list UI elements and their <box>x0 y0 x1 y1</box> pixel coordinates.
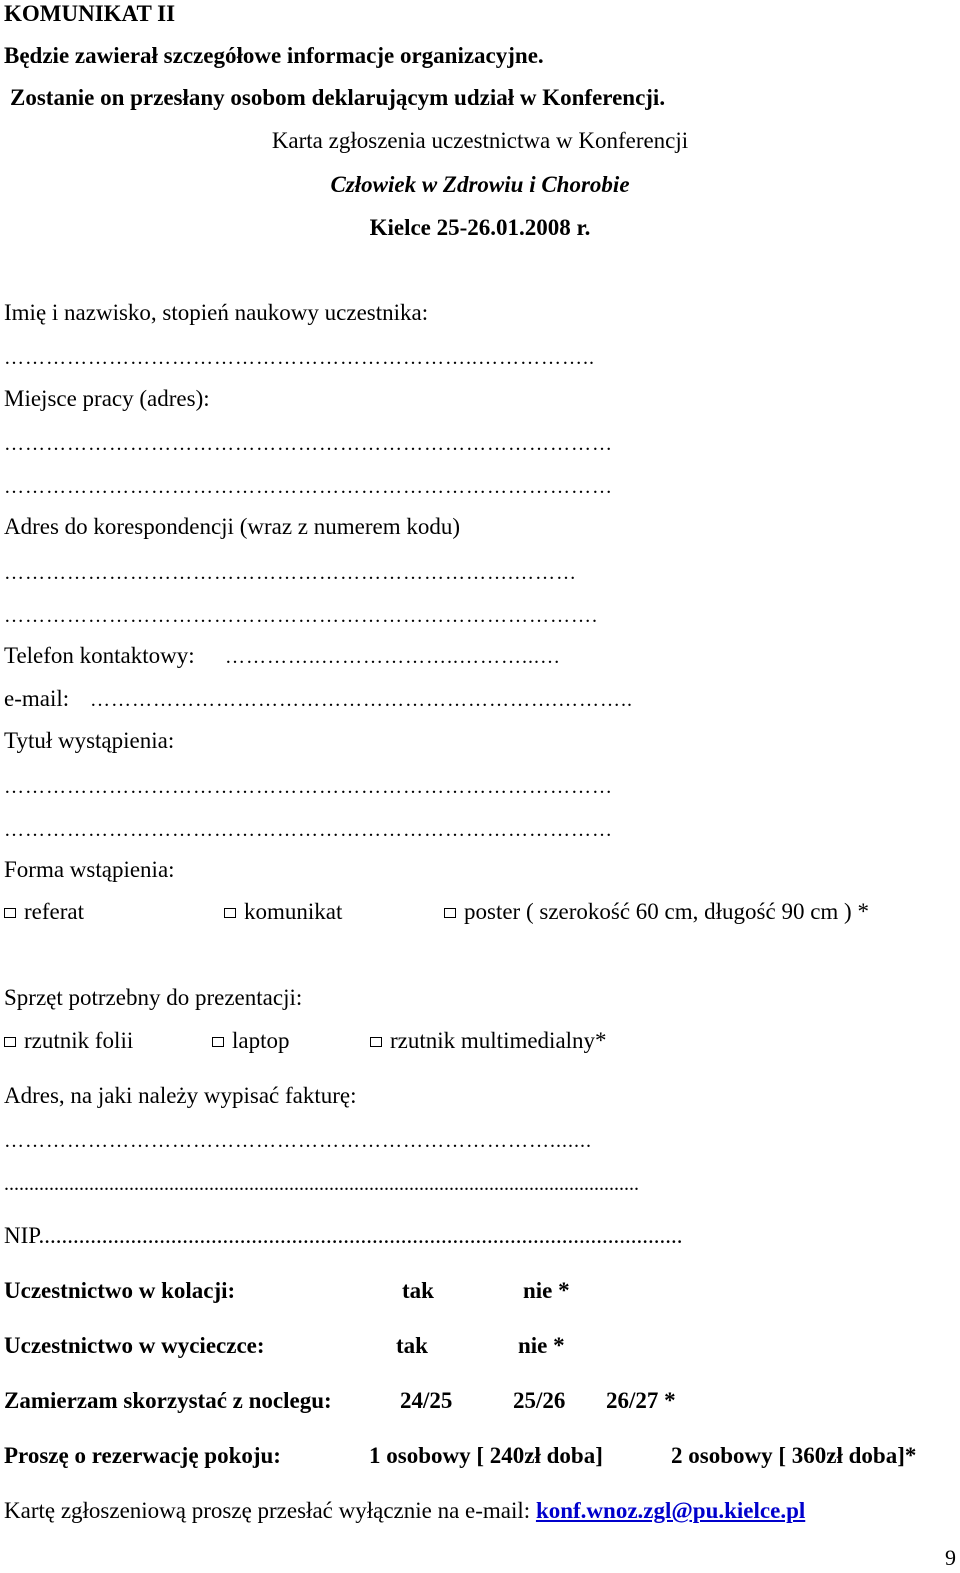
checkbox-icon <box>4 908 16 918</box>
checkbox-icon <box>4 1037 16 1047</box>
form-label: Forma wstąpienia: <box>4 857 175 882</box>
correspondence-label: Adres do korespondencji (wraz z numerem kodu) <box>4 514 461 539</box>
name-label: Imię i nazwisko, stopień naukowy uczestnika: <box>4 300 429 325</box>
trip-no[interactable]: nie * <box>518 1333 565 1358</box>
lodging-option-1[interactable]: 24/25 <box>400 1388 453 1413</box>
place-date: Kielce 25-26.01.2008 r. <box>369 215 591 240</box>
invoice-label: Adres, na jaki należy wypisać fakturę: <box>4 1083 357 1108</box>
room-option-single[interactable]: 1 osobowy [ 240zł doba] <box>369 1443 603 1468</box>
checkbox-icon <box>444 908 456 918</box>
form-option-referat[interactable]: referat <box>4 898 84 926</box>
form-option-komunikat[interactable]: komunikat <box>224 898 342 926</box>
email-field[interactable]: ………………………………………………………….……….. <box>90 689 633 711</box>
work-field-1[interactable]: …………………………………………………………………………… <box>4 433 613 455</box>
lodging-option-3[interactable]: 26/27 * <box>606 1388 676 1413</box>
contact-email-link[interactable]: konf.wnoz.zgl@pu.kielce.pl <box>535 1498 806 1523</box>
talk-title-field-2[interactable]: …………………………………………………………………………… <box>4 819 613 841</box>
equipment-option-projector-foil[interactable]: rzutnik folii <box>4 1027 133 1055</box>
lodging-label: Zamierzam skorzystać z noclegu: <box>4 1388 332 1413</box>
trip-label: Uczestnictwo w wycieczce: <box>4 1333 265 1358</box>
dinner-label: Uczestnictwo w kolacji: <box>4 1278 236 1303</box>
room-label: Proszę o rezerwację pokoju: <box>4 1443 281 1468</box>
room-option-double[interactable]: 2 osobowy [ 360zł doba]* <box>671 1443 917 1468</box>
lodging-option-2[interactable]: 25/26 <box>513 1388 566 1413</box>
correspondence-field-2[interactable]: …………………………………………………………………………. <box>4 605 598 627</box>
invoice-field-2[interactable]: ............................................................................................................................... <box>4 1173 639 1195</box>
conference-name: Człowiek w Zdrowiu i Chorobie <box>330 172 630 197</box>
work-field-2[interactable]: …………………………………………………………………………… <box>4 476 613 498</box>
phone-label: Telefon kontaktowy: <box>4 643 195 668</box>
dinner-yes[interactable]: tak <box>402 1278 434 1303</box>
dinner-no[interactable]: nie * <box>523 1278 570 1303</box>
form-option-poster[interactable]: poster ( szerokość 60 cm, długość 90 cm ) * <box>444 898 869 926</box>
phone-field[interactable]: …………..………………..………...… <box>225 646 561 668</box>
correspondence-field-1[interactable]: ……………………………………………………………….……… <box>4 562 577 584</box>
info-line-1: Będzie zawierał szczegółowe informacje organizacyjne. <box>4 43 544 68</box>
checkbox-icon <box>212 1037 224 1047</box>
name-field[interactable]: …………………………………………………………..…………….. <box>4 347 595 369</box>
nip-field[interactable]: NIP................................................................................................................ <box>4 1223 683 1248</box>
talk-title-label: Tytuł wystąpienia: <box>4 728 175 753</box>
document-title: KOMUNIKAT II <box>4 1 176 26</box>
work-label: Miejsce pracy (adres): <box>4 386 210 411</box>
checkbox-icon <box>370 1037 382 1047</box>
equipment-option-laptop[interactable]: laptop <box>212 1027 290 1055</box>
equipment-label: Sprzęt potrzebny do prezentacji: <box>4 985 303 1010</box>
email-label: e-mail: <box>4 686 70 711</box>
invoice-field-1[interactable]: ……………………………………………………………………....... <box>4 1130 592 1152</box>
card-title: Karta zgłoszenia uczestnictwa w Konferencji <box>271 128 689 153</box>
info-line-2: Zostanie on przesłany osobom deklarującym udział w Konferencji. <box>10 85 666 110</box>
send-instruction: Kartę zgłoszeniową proszę przesłać wyłącznie na e-mail: konf.wnoz.zgl@pu.kielce.pl <box>4 1498 806 1523</box>
trip-yes[interactable]: tak <box>396 1333 428 1358</box>
equipment-option-multimedia[interactable]: rzutnik multimedialny* <box>370 1027 607 1055</box>
talk-title-field-1[interactable]: …………………………………………………………………………… <box>4 776 613 798</box>
checkbox-icon <box>224 908 236 918</box>
page-number: 9 <box>945 1545 956 1570</box>
